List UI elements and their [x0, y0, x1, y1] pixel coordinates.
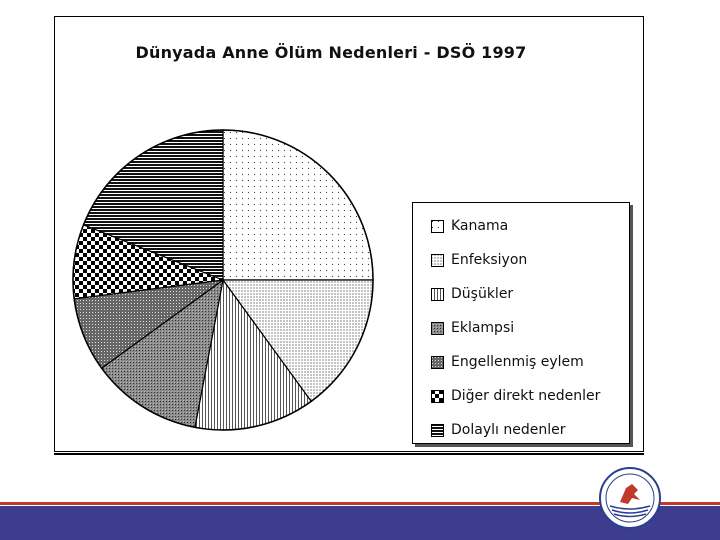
legend-item [431, 215, 508, 237]
legend-item [431, 317, 514, 339]
legend-label: Dolaylı nedenler [451, 422, 566, 438]
legend-item [431, 283, 513, 305]
chart-title: Dünyada Anne Ölüm Nedenleri - DSÖ 1997 [135, 43, 527, 62]
legend-swatch [431, 424, 444, 437]
legend-swatch [431, 390, 444, 403]
legend-label: Kanama [451, 218, 509, 234]
legend-item [431, 385, 600, 407]
legend-label: Enfeksiyon [451, 252, 528, 268]
legend-item [431, 419, 565, 441]
legend-label: Düşükler [451, 286, 514, 302]
legend-swatch [431, 322, 444, 335]
legend-label: Engellenmiş eylem [451, 354, 584, 370]
legend-swatch [431, 288, 444, 301]
chart-frame [54, 16, 644, 452]
pie-slice-kanama [223, 130, 373, 280]
legend-swatch [431, 356, 444, 369]
legend-item [431, 249, 527, 271]
bottom-rule [54, 453, 644, 455]
pie-slices [73, 130, 373, 430]
legend-swatch [431, 220, 444, 233]
legend-item [431, 351, 584, 373]
legend-swatch [431, 254, 444, 267]
legend-label: Diğer direkt nedenler [451, 388, 601, 404]
university-logo-icon [598, 466, 662, 530]
legend-label: Eklampsi [451, 320, 515, 336]
legend [412, 202, 630, 444]
